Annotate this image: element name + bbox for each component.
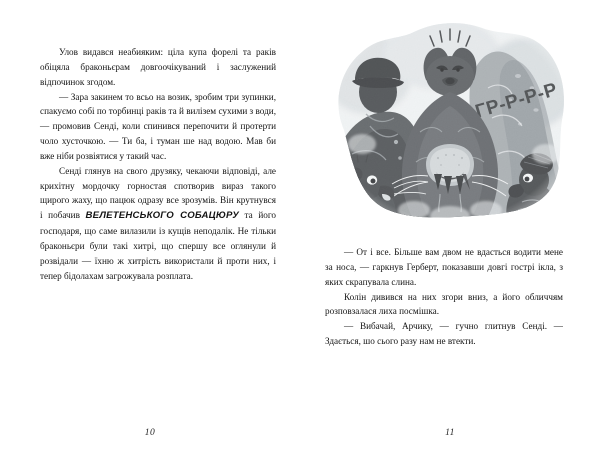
page-number-right: 11 <box>445 428 455 438</box>
paragraph: — От і все. Більше вам двом не вдасться водити мене за носа, — гаркнув Герберт, показавши довгі гострі ікла, з яких скрапувала слина. <box>325 247 563 287</box>
page-number-left: 10 <box>144 428 156 438</box>
left-page-body-text <box>40 45 276 284</box>
right-page <box>300 0 600 462</box>
paragraph-with-emphasis <box>40 164 276 284</box>
paragraph-text-before: Сенді глянув на свого друзяку, чекаючи відповіді, але крихітну мордочку горностая спотворив вираз такого щирого жаху, що пацюк одразу все зрозумів. Він крутнувся і побачив <box>40 165 276 221</box>
emphasized-phrase: ВЕЛЕТЕНСЬКОГО СОБАЦЮРУ <box>85 210 239 222</box>
paragraph: — Вибачай, Арчику, — гучно глитнув Сенді. — Здається, шо сього разу нам не втекти. <box>325 321 563 347</box>
right-page-body-text <box>325 245 563 349</box>
growling-dog-and-poacher-illustration <box>322 14 580 236</box>
paragraph: — Зара закинем то всьо на возик, зробим три зупинки, спакуємо собі по торбинці раків та й вилізем сухими з води, — промовив Сенді, коли спинився перепочити й протерти чоло хусточкою. — Ти ба, і туман ше над водою. Мав би вже ніби розвіятися у такий час. <box>40 91 276 161</box>
paragraph: Улов видався неабияким: ціла купа форелі та раків обіцяла браконьєрам довгоочікуваний і заслужений відпочинок згодом. <box>40 47 276 87</box>
paragraph-text-after: та його господаря, що саме вилазили із кущів неподалік. Не тільки браконьєри були такі хитрі, що спершу все оглянули й розвідали — їхню ж хитрість використали й проти них, і тепер бідолахам загрожувала розплата. <box>40 210 276 281</box>
paragraph: Колін дивився на них згори вниз, а його обличчям розповзалася лиха посмішка. <box>325 291 563 317</box>
